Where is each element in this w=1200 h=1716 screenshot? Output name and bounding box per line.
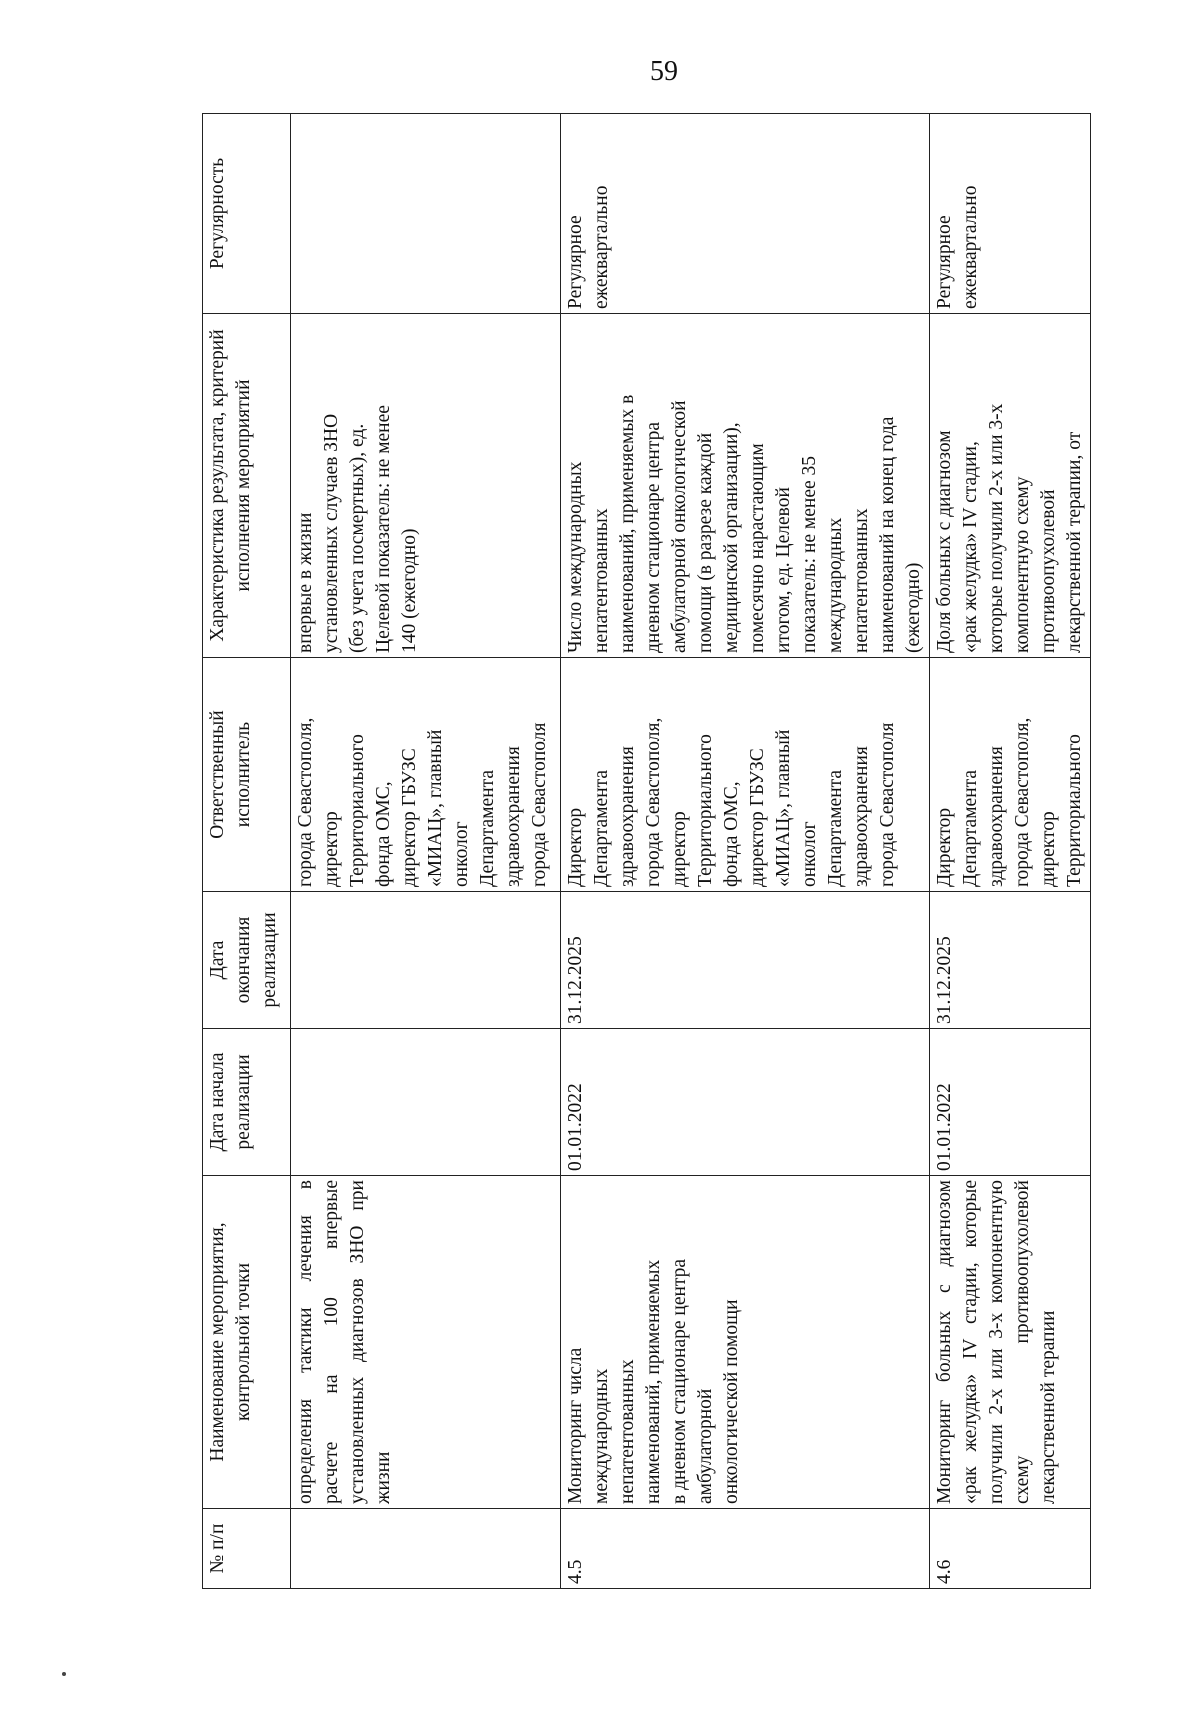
- header-name: Наименование мероприятия, контрольной точки: [203, 1176, 291, 1509]
- row-name: Мониторинг больных с диагнозом «рак желудка» IV стадии, которые получили 2-х или 3-х компонентную схему противоопухолевой лекарственной терапии: [930, 1176, 1091, 1509]
- row-regularity: [291, 114, 561, 314]
- header-end: Дата окончания реализации: [203, 892, 291, 1029]
- row-start-date: 01.01.2022: [561, 1029, 930, 1176]
- row-name: Мониторинг числа международных непатентованных наименований, применяемых в дневном стационаре центра амбулаторной онкологической помощи: [561, 1176, 930, 1509]
- page-number: 59: [650, 56, 678, 87]
- table-row: [561, 114, 930, 1589]
- scan-speck: [62, 1672, 66, 1676]
- row-end-date: 31.12.2025: [561, 892, 930, 1029]
- table-row: [291, 114, 561, 1589]
- row-number: 4.5: [561, 1509, 930, 1589]
- table-header-row: [203, 114, 291, 1589]
- row-number: [291, 1509, 561, 1589]
- row-end-date: 31.12.2025: [930, 892, 1091, 1029]
- header-responsible: Ответственный исполнитель: [203, 658, 291, 892]
- row-start-date: 01.01.2022: [930, 1029, 1091, 1176]
- row-result: Доля больных с диагнозом «рак желудка» IV стадии, которые получили 2-х или 3-х компонентную схему противоопухолевой лекарственной терапии, от: [930, 314, 1091, 658]
- row-responsible: Директор Департамента здравоохранения города Севастополя, директор Территориального фонда ОМС, директор ГБУЗС «МИАЦ», главный онколог Департамента здравоохранения города Севастополя: [561, 658, 930, 892]
- table-row: [930, 114, 1091, 1589]
- row-number: 4.6: [930, 1509, 1091, 1589]
- row-regularity: Регулярное ежеквартально: [561, 114, 930, 314]
- header-start: Дата начала реализации: [203, 1029, 291, 1176]
- header-regularity: Регулярность: [203, 114, 291, 314]
- header-result: Характеристика результата, критерий исполнения мероприятий: [203, 314, 291, 658]
- row-start-date: [291, 1029, 561, 1176]
- row-end-date: [291, 892, 561, 1029]
- measures-table: [202, 113, 1091, 1589]
- row-responsible: Директор Департамента здравоохранения города Севастополя, директор Территориального: [930, 658, 1091, 892]
- row-result: впервые в жизни установленных случаев ЗНО (без учета посмертных), ед. Целевой показатель: не менее 140 (ежегодно): [291, 314, 561, 658]
- row-name: определения тактики лечения в расчете на 100 впервые установленных диагнозов ЗНО при жизни: [291, 1176, 561, 1509]
- rotated-table-container: [202, 114, 1085, 1589]
- row-regularity: Регулярное ежеквартально: [930, 114, 1091, 314]
- header-num: № п/п: [203, 1509, 291, 1589]
- row-responsible: города Севастополя, директор Территориального фонда ОМС, директор ГБУЗС «МИАЦ», главный онколог Департамента здравоохранения города Севастополя: [291, 658, 561, 892]
- row-result: Число международных непатентованных наименований, применяемых в дневном стационаре центра амбулаторной онкологической помощи (в разрезе каждой медицинской организации), помесячно нарастающим итогом, ед. Целевой показатель: не менее 35 международных непатентованных наименований на конец года (ежегодно): [561, 314, 930, 658]
